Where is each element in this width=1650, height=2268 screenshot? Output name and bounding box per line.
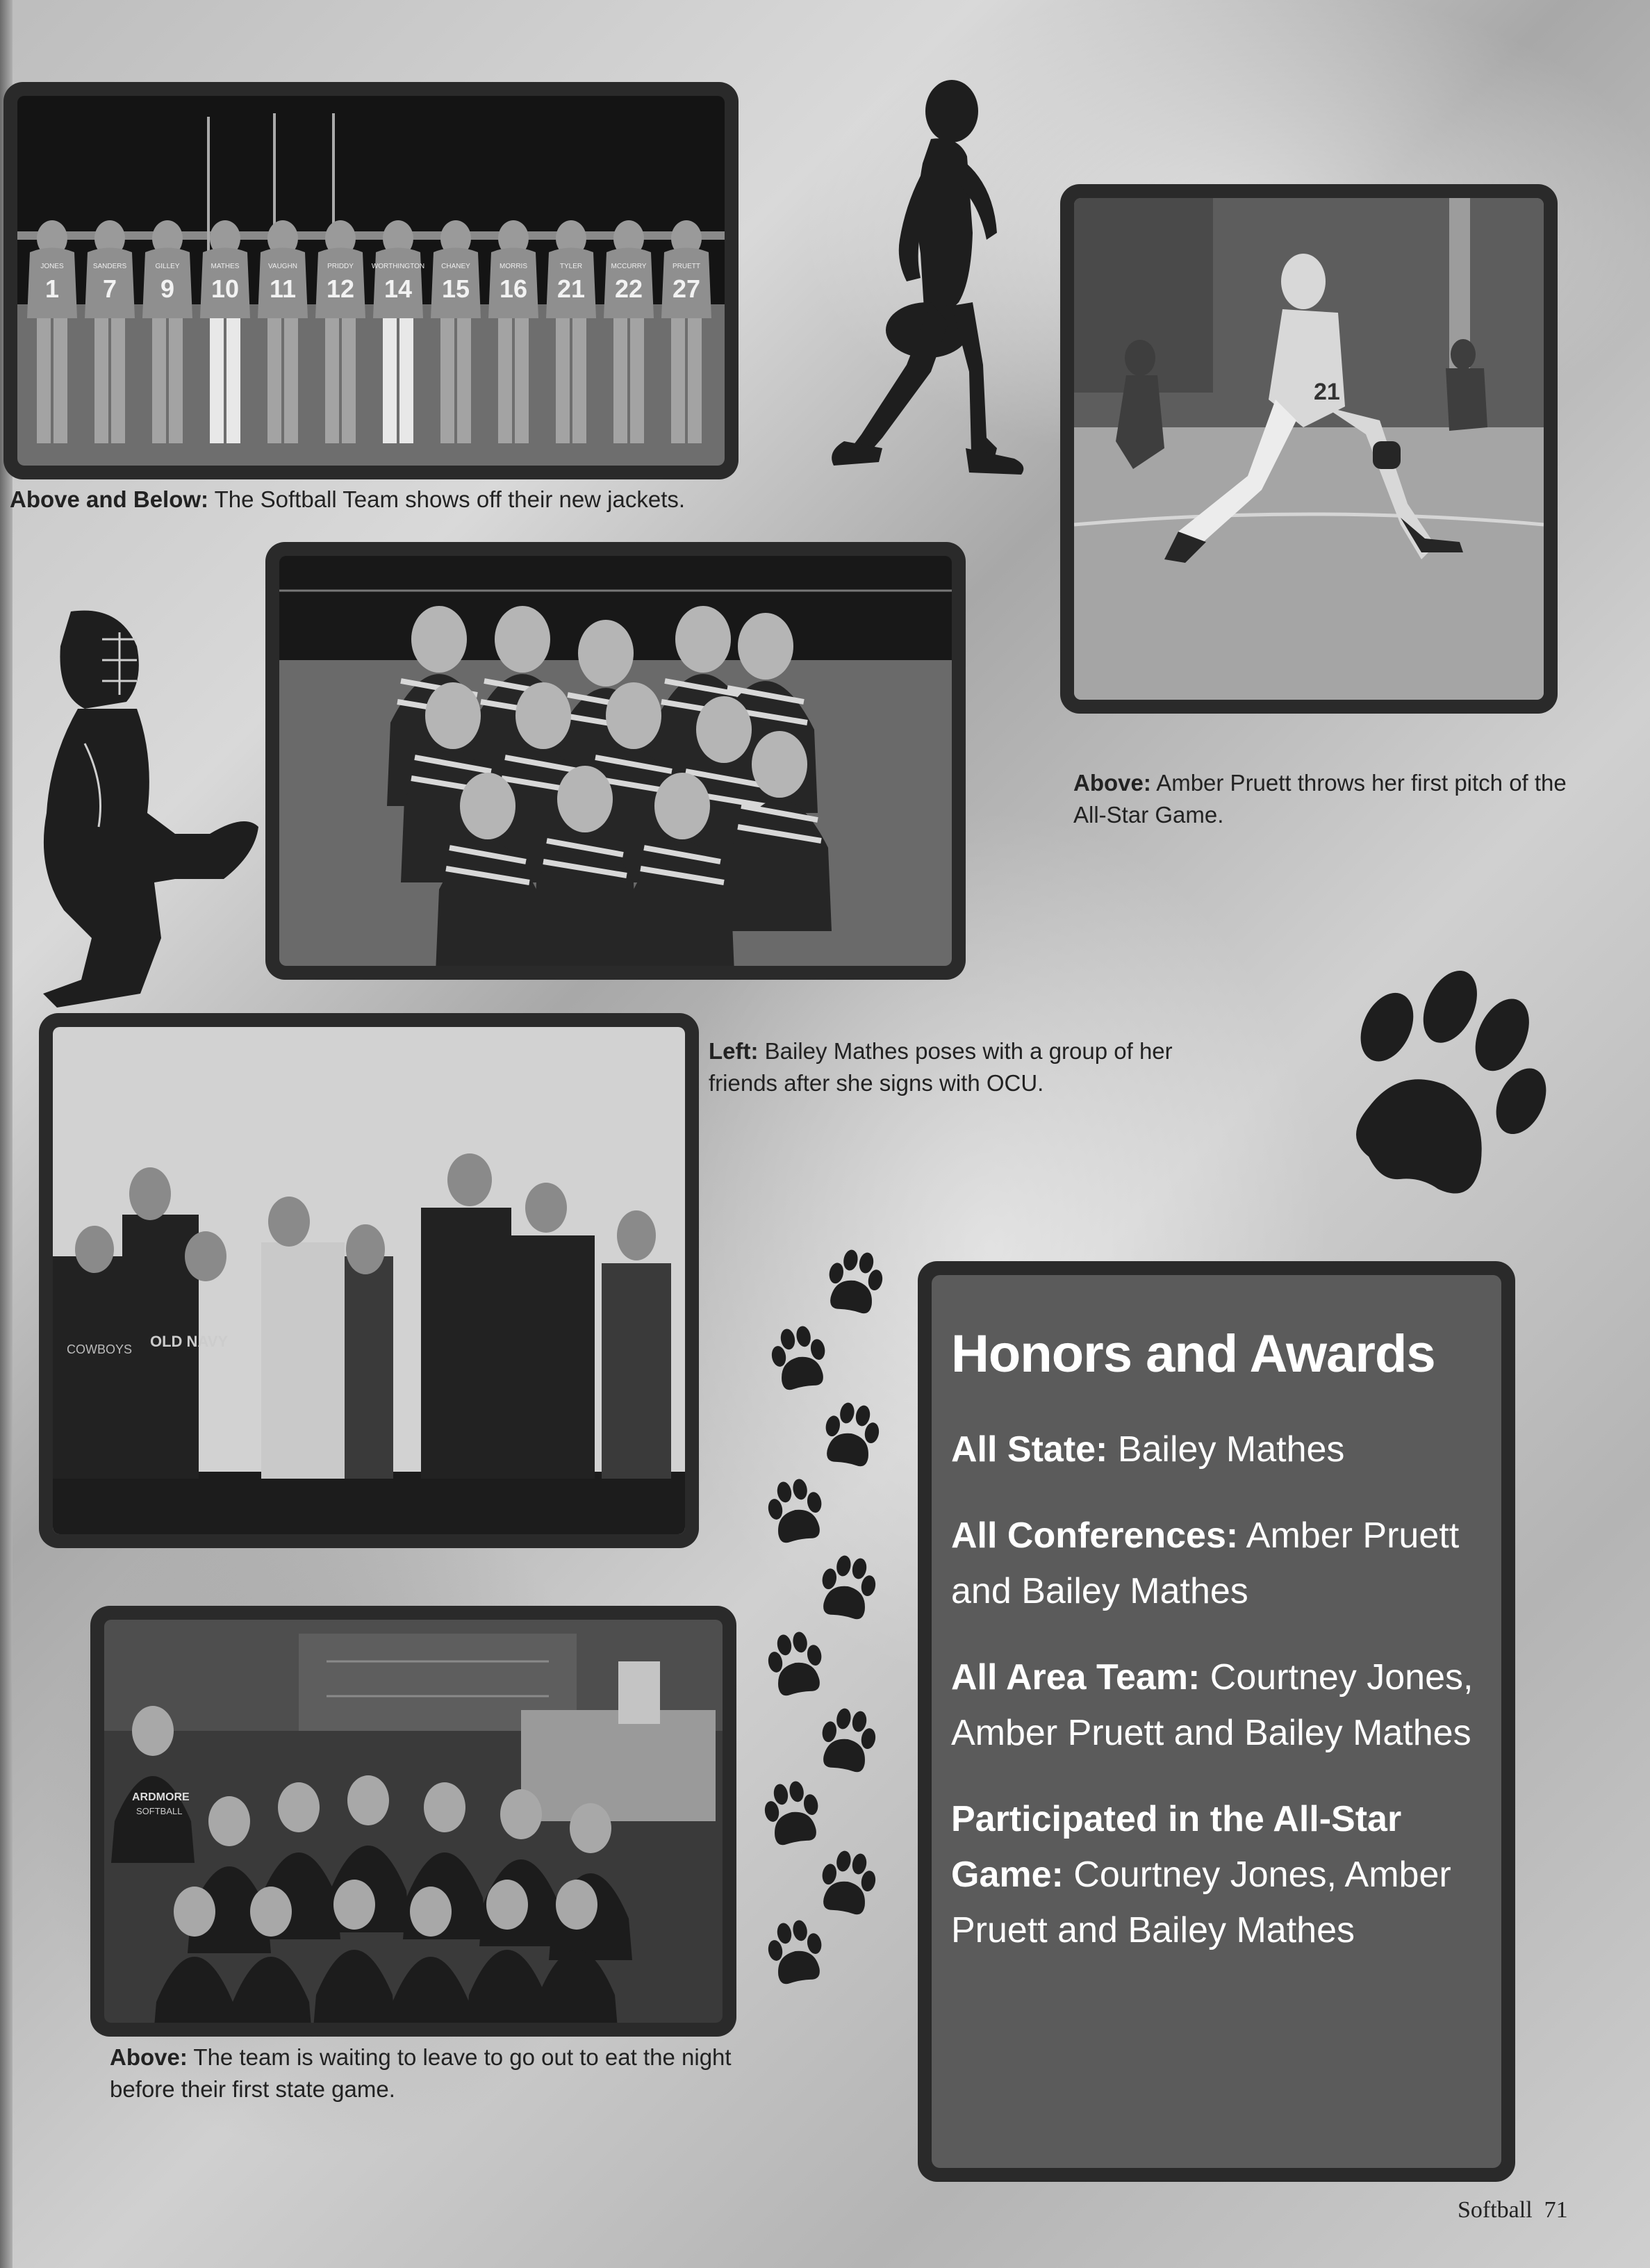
pitcher-silhouette-icon: [785, 73, 1035, 483]
award-label: All State:: [951, 1429, 1108, 1470]
jacket-number: 7: [102, 274, 117, 303]
jacket-number: 15: [441, 274, 470, 303]
award-label: Participated in the All-Star Game:: [951, 1799, 1402, 1895]
shirt-text-team: ARDMORE: [132, 1791, 190, 1803]
photo-team-jackets: [3, 82, 739, 479]
small-paw-icon: [816, 1552, 880, 1621]
award-names: Amber Pruett and Bailey Mathes: [951, 1515, 1460, 1611]
jacket-number: 12: [326, 274, 355, 303]
small-paw-icon: [764, 1629, 827, 1698]
shirt-text-old-navy: OLD NAVY: [150, 1333, 229, 1350]
photo-team-group-jackets-image: [279, 556, 952, 966]
jacket-number: 22: [614, 274, 643, 303]
small-paw-icon: [816, 1705, 880, 1774]
honors-panel: [918, 1261, 1515, 2182]
small-paw-icon: [823, 1247, 886, 1315]
photo-restaurant: [90, 1606, 736, 2037]
caption-restaurant: [110, 2041, 735, 2105]
small-paw-icon: [764, 1917, 827, 1986]
small-paw-icon: [761, 1778, 824, 1847]
paw-print-icon: [1323, 966, 1560, 1216]
award-names: Courtney Jones, Amber Pruett and Bailey Mathes: [951, 1657, 1474, 1753]
award-label: All Conferences:: [951, 1515, 1239, 1556]
caption-jackets-lead: Above and Below:: [10, 486, 209, 512]
small-paw-icon: [764, 1476, 827, 1545]
caption-pitch-text: Amber Pruett throws her first pitch of the All-Star Game.: [1073, 770, 1567, 828]
jacket-name: SANDERS: [92, 263, 127, 270]
photo-friends-image: [53, 1027, 685, 1534]
photo-pitcher-image: [1074, 198, 1544, 700]
award-all-area-team: [951, 1650, 1489, 1761]
caption-restaurant-text: The team is waiting to leave to go out to eat the night before their first state game.: [110, 2044, 732, 2102]
award-names: Bailey Mathes: [1107, 1429, 1345, 1470]
caption-jackets-text: The Softball Team shows off their new jackets.: [208, 486, 686, 512]
photo-team-group-jackets: [265, 542, 966, 980]
jacket-name: VAUGHN: [267, 263, 298, 270]
award-all-conferences: [951, 1508, 1489, 1619]
jacket-name: MCCURRY: [611, 263, 647, 270]
caption-pitch: [1073, 767, 1574, 831]
jacket-name: WORTHINGTON: [371, 263, 425, 270]
shirt-text-cowboys: COWBOYS: [67, 1342, 133, 1356]
jacket-number: 1: [44, 274, 60, 303]
small-paw-icon: [816, 1848, 880, 1916]
jacket-name: MATHES: [211, 263, 240, 270]
small-paw-icon: [820, 1399, 883, 1468]
pitcher-jersey-number: 21: [1314, 379, 1340, 405]
catcher-silhouette-icon: [15, 605, 265, 1008]
caption-friends: [709, 1035, 1209, 1099]
jacket-name: TYLER: [559, 263, 583, 270]
caption-friends-text: Bailey Mathes poses with a group of her friends after she signs with OCU.: [709, 1038, 1173, 1096]
page-footer: [1458, 2197, 1568, 2224]
jacket-name: PRUETT: [673, 263, 700, 270]
jacket-number: 27: [672, 274, 701, 303]
jacket-name: MORRIS: [500, 263, 527, 270]
photo-pitcher: [1060, 184, 1558, 714]
honors-title: Honors and Awards: [951, 1324, 1435, 1383]
jacket-number: 16: [499, 274, 528, 303]
photo-team-jackets-image: [17, 96, 725, 466]
paw-trail: [757, 1244, 938, 1994]
footer-section: Softball: [1458, 2197, 1533, 2223]
jacket-number: 10: [211, 274, 240, 303]
jacket-name: GILLEY: [155, 263, 180, 270]
footer-page-number: 71: [1544, 2197, 1568, 2223]
award-all-state: [951, 1422, 1489, 1477]
photo-restaurant-image: [104, 1620, 723, 2023]
caption-pitch-lead: Above:: [1073, 770, 1151, 796]
caption-jackets: [10, 484, 774, 516]
jacket-number: 21: [556, 274, 586, 303]
award-label: All Area Team:: [951, 1657, 1201, 1698]
shirt-text-sport: SOFTBALL: [136, 1806, 183, 1816]
jacket-name: CHANEY: [441, 263, 470, 270]
jacket-name: PRIDDY: [327, 263, 354, 270]
award-names: Courtney Jones, Amber Pruett and Bailey Mathes: [951, 1855, 1451, 1950]
caption-friends-lead: Left:: [709, 1038, 759, 1064]
small-paw-icon: [768, 1323, 831, 1392]
award-all-star-game: [951, 1791, 1489, 1958]
caption-restaurant-lead: Above:: [110, 2044, 188, 2070]
jacket-number: 11: [269, 274, 297, 303]
jacket-number: 14: [383, 274, 413, 303]
photo-friends: [39, 1013, 699, 1548]
jacket-number: 9: [160, 274, 175, 303]
jacket-name: JONES: [40, 263, 64, 270]
